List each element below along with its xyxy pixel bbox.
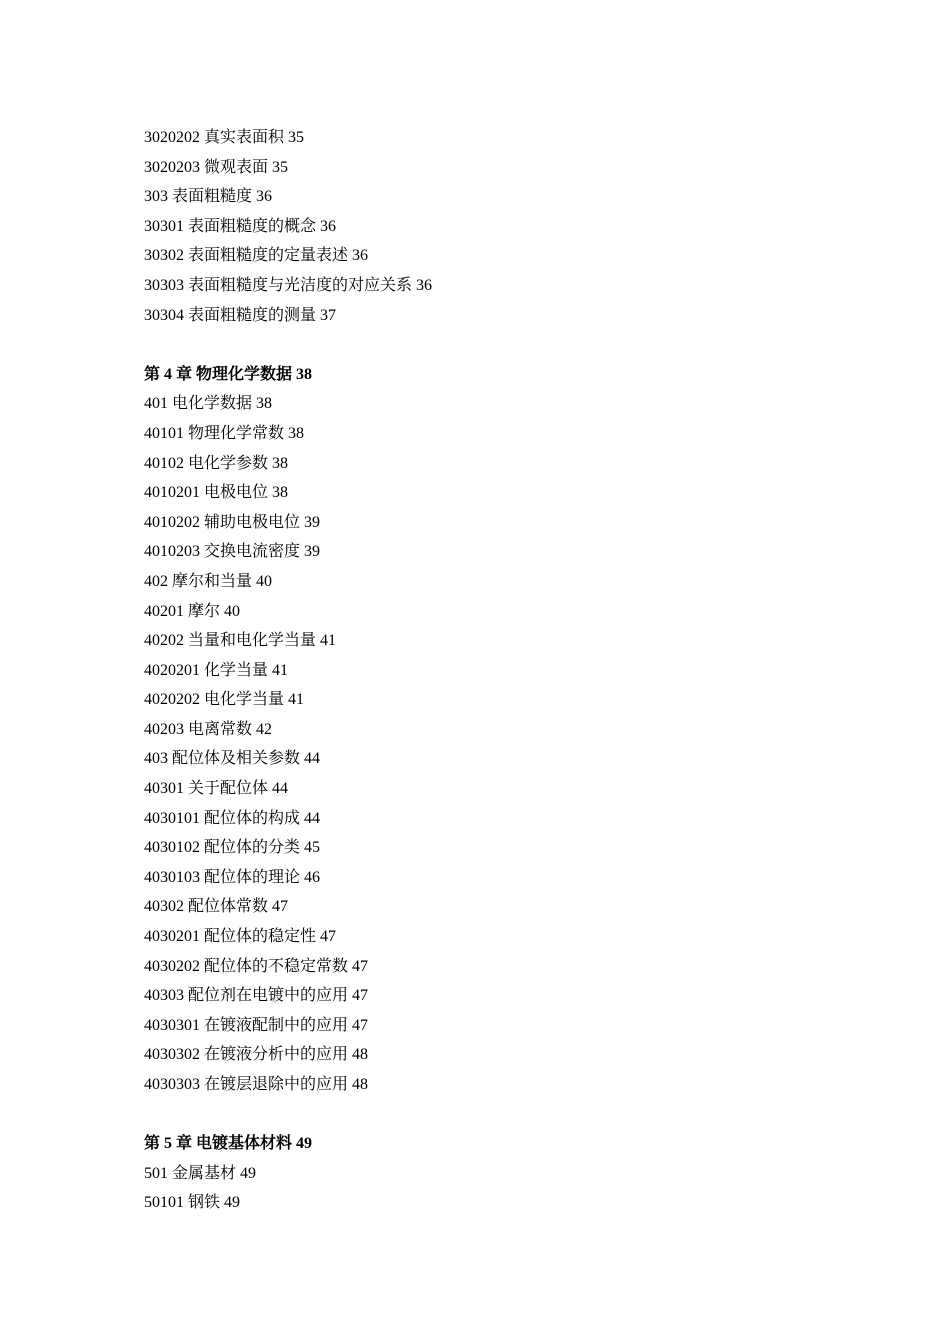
toc-entry: 4010203 交换电流密度 39 [144,543,321,561]
toc-entry: 40202 当量和电化学当量 41 [144,632,337,650]
toc-entry: 3020202 真实表面积 35 [144,129,305,146]
toc-entry: 30304 表面粗糙度的测量 37 [144,306,337,324]
toc-entry: 4030301 在镀液配制中的应用 47 [144,1016,369,1034]
toc-entry: 4030101 配位体的构成 44 [144,809,321,827]
toc-entry: 40101 物理化学常数 38 [144,424,305,442]
toc-entry: 303 表面粗糙度 36 [144,188,273,206]
toc-entry: 4030302 在镀液分析中的应用 48 [144,1046,369,1064]
section-spacer [144,330,844,360]
toc-entry: 401 电化学数据 38 [144,395,273,413]
toc-entry: 50101 钢铁 49 [144,1194,241,1212]
toc-entry: 40201 摩尔 40 [144,602,241,620]
toc-entry: 4020202 电化学当量 41 [144,691,305,709]
toc-entry: 4020201 化学当量 41 [144,661,289,679]
toc-entry: 4030103 配位体的理论 46 [144,868,321,886]
table-of-contents [144,123,844,1218]
toc-entry: 403 配位体及相关参数 44 [144,750,321,768]
toc-entry: 40302 配位体常数 47 [144,898,289,916]
chapter-heading: 第 4 章 物理化学数据 38 [144,365,313,383]
toc-entry: 40303 配位剂在电镀中的应用 47 [144,987,369,1005]
section-spacer [144,1100,844,1130]
chapter-heading: 第 5 章 电镀基体材料 49 [144,1135,313,1153]
toc-entry: 501 金属基材 49 [144,1164,257,1182]
toc-entry: 3020203 微观表面 35 [144,158,289,176]
toc-entry: 4010202 辅助电极电位 39 [144,513,321,531]
toc-entry: 4030303 在镀层退除中的应用 48 [144,1076,369,1093]
toc-entry: 30303 表面粗糙度与光洁度的对应关系 36 [144,276,433,294]
toc-entry: 40102 电化学参数 38 [144,454,289,472]
toc-entry: 4030201 配位体的稳定性 47 [144,928,337,946]
toc-entry: 4030202 配位体的不稳定常数 47 [144,957,369,975]
toc-entry: 40203 电离常数 42 [144,720,273,738]
toc-entry: 40301 关于配位体 44 [144,780,289,798]
toc-entry: 4030102 配位体的分类 45 [144,839,321,857]
toc-entry: 30301 表面粗糙度的概念 36 [144,217,337,235]
toc-entry: 30302 表面粗糙度的定量表述 36 [144,247,369,265]
toc-entry: 4010201 电极电位 38 [144,484,289,502]
toc-entry: 402 摩尔和当量 40 [144,572,273,590]
